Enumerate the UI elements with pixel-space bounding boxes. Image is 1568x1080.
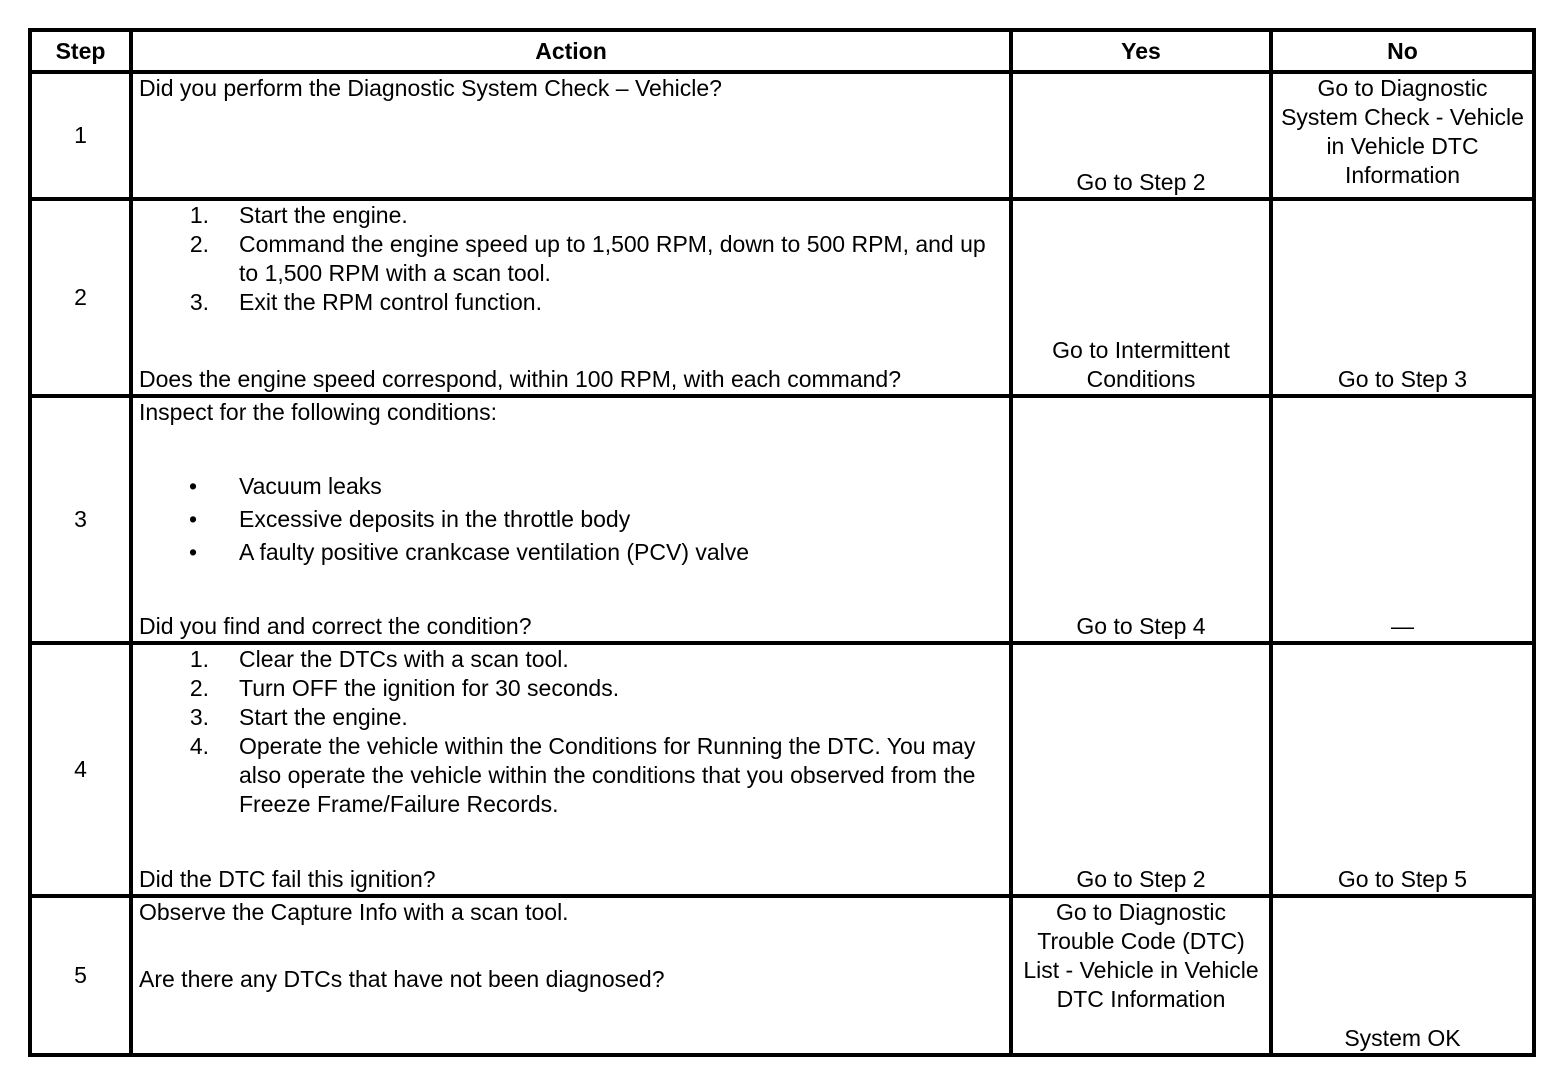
no-cell: Go to Step 5 — [1271, 643, 1534, 896]
list-item — [139, 703, 1003, 732]
action-cell — [131, 72, 1011, 199]
list-item — [139, 674, 1003, 703]
list-item — [139, 732, 1003, 819]
step-number: 5 — [30, 896, 131, 1055]
list-item — [139, 536, 1003, 569]
list-item — [139, 503, 1003, 536]
numbered-list — [139, 645, 1003, 819]
list-marker: 4. — [189, 733, 209, 759]
list-item — [139, 201, 1003, 230]
list-item — [139, 230, 1003, 288]
action-cell — [131, 643, 1011, 896]
table-row-step-4 — [30, 643, 1534, 896]
table-row-step-3 — [30, 396, 1534, 643]
yes-cell: Go to Step 2 — [1011, 643, 1271, 896]
list-marker: 3. — [189, 704, 209, 730]
action-cell — [131, 896, 1011, 1055]
header-row — [30, 30, 1534, 72]
table-row-step-5 — [30, 896, 1534, 1055]
list-marker: 2. — [189, 231, 209, 257]
no-cell: Go to Diagnostic System Check - Vehicle in Vehicle DTC Information — [1271, 72, 1534, 199]
list-item-text: Operate the vehicle within the Conditions for Running the DTC. You may also operate the vehicle within the conditions that you observed from the Freeze Frame/Failure Records. — [239, 733, 976, 817]
no-cell: — — [1271, 396, 1534, 643]
bullet-icon: • — [189, 506, 198, 532]
action-intro: Observe the Capture Info with a scan tool. — [139, 899, 569, 925]
step-number: 2 — [30, 199, 131, 396]
diagnostic-table — [28, 28, 1536, 1057]
action-question: Did you find and correct the condition? — [139, 613, 532, 639]
header-yes: Yes — [1011, 30, 1271, 72]
action-question: Did the DTC fail this ignition? — [139, 866, 436, 892]
bullet-icon: • — [189, 539, 198, 565]
action-question: Are there any DTCs that have not been diagnosed? — [139, 966, 665, 992]
list-marker: 3. — [189, 289, 209, 315]
step-number: 3 — [30, 396, 131, 643]
yes-cell: Go to Step 2 — [1011, 72, 1271, 199]
list-item — [139, 645, 1003, 674]
table-row-step-2 — [30, 199, 1534, 396]
yes-cell: Go to Intermittent Conditions — [1011, 199, 1271, 396]
list-item-text: Excessive deposits in the throttle body — [239, 506, 631, 532]
header-no: No — [1271, 30, 1534, 72]
list-item-text: Vacuum leaks — [239, 473, 382, 499]
yes-cell: Go to Step 4 — [1011, 396, 1271, 643]
list-item-text: Exit the RPM control function. — [239, 289, 542, 315]
list-item-text: Command the engine speed up to 1,500 RPM, down to 500 RPM, and up to 1,500 RPM with a scan tool. — [239, 231, 986, 286]
list-item — [139, 288, 1003, 317]
list-marker: 1. — [189, 202, 209, 228]
action-intro: Did you perform the Diagnostic System Check – Vehicle? — [139, 75, 722, 101]
step-number: 1 — [30, 72, 131, 199]
list-item-text: Start the engine. — [239, 704, 408, 730]
list-item-text: Turn OFF the ignition for 30 seconds. — [239, 675, 620, 701]
numbered-list — [139, 201, 1003, 317]
table-row-step-1 — [30, 72, 1534, 199]
yes-cell: Go to Diagnostic Trouble Code (DTC) List - Vehicle in Vehicle DTC Information — [1011, 896, 1271, 1055]
action-intro: Inspect for the following conditions: — [139, 399, 497, 425]
step-number: 4 — [30, 643, 131, 896]
no-cell: Go to Step 3 — [1271, 199, 1534, 396]
action-cell — [131, 396, 1011, 643]
list-marker: 2. — [189, 675, 209, 701]
header-action: Action — [131, 30, 1011, 72]
list-item-text: A faulty positive crankcase ventilation (PCV) valve — [239, 539, 750, 565]
bullet-list — [139, 470, 1003, 569]
list-item-text: Clear the DTCs with a scan tool. — [239, 646, 569, 672]
bullet-icon: • — [189, 473, 198, 499]
no-cell: System OK — [1271, 896, 1534, 1055]
list-item-text: Start the engine. — [239, 202, 408, 228]
action-question: Does the engine speed correspond, within 100 RPM, with each command? — [139, 366, 901, 392]
action-cell — [131, 199, 1011, 396]
list-marker: 1. — [189, 646, 209, 672]
header-step: Step — [30, 30, 131, 72]
list-item — [139, 470, 1003, 503]
